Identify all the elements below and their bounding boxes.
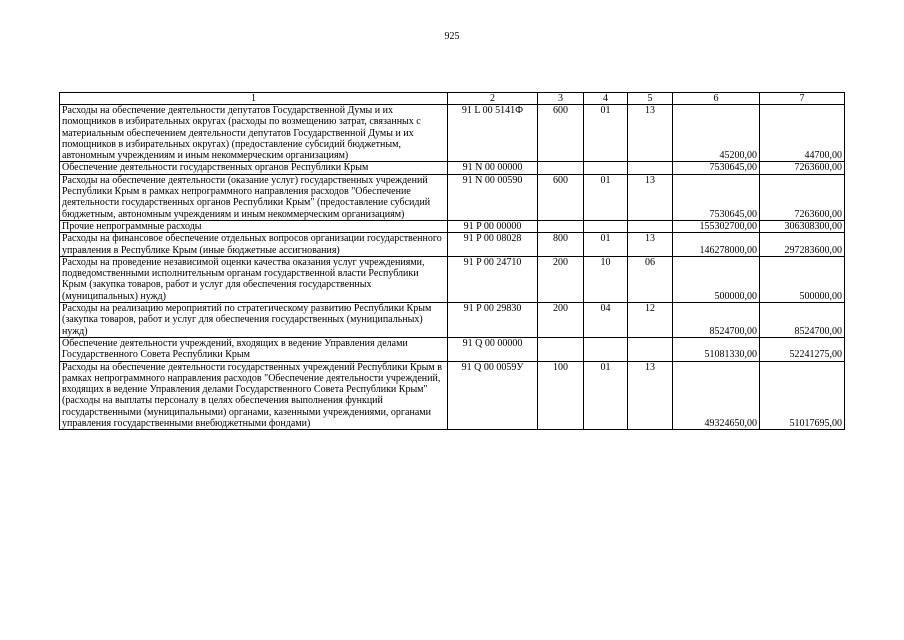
column-header: 2 [448, 93, 538, 105]
amount-year-1-cell: 45200,00 [673, 105, 760, 162]
target-code-cell: 91 P 00 00000 [448, 220, 538, 232]
table-row [60, 105, 845, 162]
column-header: 3 [538, 93, 584, 105]
item-name-cell: Расходы на финансовое обеспечение отдельных вопросов организации государственного управления в Республике Крым (иные бюджетные ассигнования) [60, 233, 448, 257]
subsection-cell [628, 337, 673, 361]
budget-table [59, 92, 845, 430]
item-name-cell: Расходы на обеспечение деятельности депутатов Государственной Думы и их помощников в избирательных округах (расходы по возмещению затрат, связанных с материальным обеспечением деятельности депутатов Государственной Думы и их помощников в избирательных округах) (предоставление субсидий бюджетным, автономным учреждениям и иным некоммерческим организациям) [60, 105, 448, 162]
target-code-cell: 91 Q 00 0059У [448, 361, 538, 430]
amount-year-1-cell: 146278000,00 [673, 233, 760, 257]
expense-type-cell: 200 [538, 303, 584, 338]
target-code-cell: 91 P 00 08028 [448, 233, 538, 257]
subsection-cell: 06 [628, 256, 673, 302]
target-code-cell: 91 P 00 29830 [448, 303, 538, 338]
amount-year-1-cell: 7530645,00 [673, 174, 760, 220]
expense-type-cell: 800 [538, 233, 584, 257]
column-header: 4 [584, 93, 628, 105]
section-cell [584, 220, 628, 232]
target-code-cell: 91 L 00 5141Ф [448, 105, 538, 162]
subsection-cell: 13 [628, 233, 673, 257]
table-row [60, 162, 845, 174]
amount-year-1-cell: 51081330,00 [673, 337, 760, 361]
expense-type-cell: 100 [538, 361, 584, 430]
expense-type-cell [538, 220, 584, 232]
subsection-cell: 13 [628, 361, 673, 430]
table-row [60, 233, 845, 257]
section-cell: 01 [584, 105, 628, 162]
item-name-cell: Обеспечение деятельности учреждений, входящих в ведение Управления делами Государственного Совета Республики Крым [60, 337, 448, 361]
table-row [60, 303, 845, 338]
section-cell [584, 337, 628, 361]
subsection-cell: 13 [628, 105, 673, 162]
amount-year-1-cell: 500000,00 [673, 256, 760, 302]
amount-year-2-cell: 306308300,00 [760, 220, 845, 232]
column-header: 6 [673, 93, 760, 105]
expense-type-cell: 600 [538, 105, 584, 162]
subsection-cell [628, 162, 673, 174]
amount-year-2-cell: 51017695,00 [760, 361, 845, 430]
amount-year-2-cell: 52241275,00 [760, 337, 845, 361]
amount-year-2-cell: 500000,00 [760, 256, 845, 302]
amount-year-2-cell: 297283600,00 [760, 233, 845, 257]
table-row [60, 337, 845, 361]
amount-year-1-cell: 8524700,00 [673, 303, 760, 338]
item-name-cell: Обеспечение деятельности государственных органов Республики Крым [60, 162, 448, 174]
column-header: 7 [760, 93, 845, 105]
section-cell: 01 [584, 361, 628, 430]
table-row [60, 220, 845, 232]
item-name-cell: Расходы на реализацию мероприятий по стратегическому развитию Республики Крым (закупка товаров, работ и услуг для обеспечения государственных (муниципальных) нужд) [60, 303, 448, 338]
table-row [60, 256, 845, 302]
amount-year-2-cell: 7263600,00 [760, 174, 845, 220]
table-header-row [60, 93, 845, 105]
section-cell [584, 162, 628, 174]
section-cell: 10 [584, 256, 628, 302]
expense-type-cell [538, 162, 584, 174]
expense-type-cell [538, 337, 584, 361]
target-code-cell: 91 N 00 00590 [448, 174, 538, 220]
section-cell: 04 [584, 303, 628, 338]
expense-type-cell: 200 [538, 256, 584, 302]
subsection-cell: 13 [628, 174, 673, 220]
table-row [60, 174, 845, 220]
column-header: 1 [60, 93, 448, 105]
target-code-cell: 91 Q 00 00000 [448, 337, 538, 361]
item-name-cell: Расходы на обеспечение деятельности (оказание услуг) государственных учреждений Республики Крым в рамках непрограммного направления расходов "Обеспечение деятельности государственных органов Республики Крым" (предоставление субсидий бюджетным, автономным учреждениям и иным некоммерческим организациям) [60, 174, 448, 220]
item-name-cell: Прочие непрограммные расходы [60, 220, 448, 232]
amount-year-1-cell: 7530645,00 [673, 162, 760, 174]
target-code-cell: 91 P 00 24710 [448, 256, 538, 302]
subsection-cell [628, 220, 673, 232]
page-number: 925 [444, 31, 460, 42]
expense-type-cell: 600 [538, 174, 584, 220]
target-code-cell: 91 N 00 00000 [448, 162, 538, 174]
column-header: 5 [628, 93, 673, 105]
amount-year-1-cell: 49324650,00 [673, 361, 760, 430]
item-name-cell: Расходы на проведение независимой оценки качества оказания услуг учреждениями, подведомственными исполнительным органам государственной власти Республики Крым (закупка товаров, работ и услуг для обеспечения государственных (муниципальных) нужд) [60, 256, 448, 302]
section-cell: 01 [584, 233, 628, 257]
amount-year-2-cell: 8524700,00 [760, 303, 845, 338]
amount-year-2-cell: 7263600,00 [760, 162, 845, 174]
subsection-cell: 12 [628, 303, 673, 338]
section-cell: 01 [584, 174, 628, 220]
item-name-cell: Расходы на обеспечение деятельности государственных учреждений Республики Крым в рамках непрограммного направления расходов "Обеспечение деятельности учреждений, входящих в ведение Управления делами Государственного Совета Республики Крым" (расходы на выплаты персоналу в целях обеспечения выполнения функций государственными (муниципальными) органами, казенными учреждениями, органами управления государственными внебюджетными фондами) [60, 361, 448, 430]
table-row [60, 361, 845, 430]
amount-year-2-cell: 44700,00 [760, 105, 845, 162]
amount-year-1-cell: 155302700,00 [673, 220, 760, 232]
